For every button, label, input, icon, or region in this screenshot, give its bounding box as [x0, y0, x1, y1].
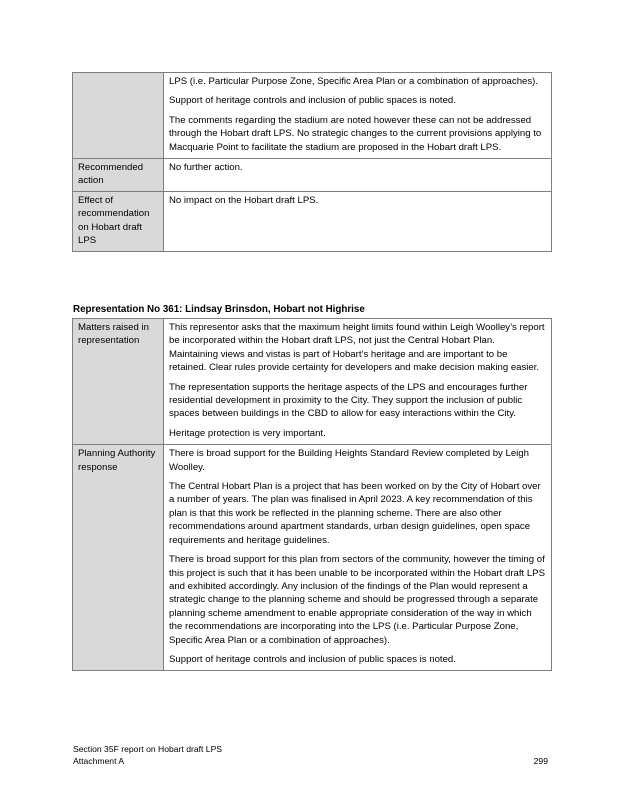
representation-table-361	[72, 318, 552, 671]
row-content-cell	[164, 159, 552, 192]
paragraph: Support of heritage controls and inclusion of public spaces is noted.	[169, 653, 456, 665]
row-label-cell: Effect of recommendation on Hobart draft LPS	[73, 191, 164, 252]
paragraph: There is broad support for the Building Heights Standard Review completed by Leigh Woolley.	[169, 448, 529, 473]
row-content-cell	[164, 73, 552, 159]
row-label-cell: Recommended action	[73, 159, 164, 192]
paragraph: There is broad support for this plan from sectors of the community, however the timing of this project is such that it has been unable to be incorporated within the Hobart draft LPS and exhibited accordingly. Any inclusion of the findings of the Plan would represent a strategic change to the planning scheme and should be progressed through a separate planning scheme amendment to enable appropriate consideration of the way in which the recommendations are incorporating into the LPS (i.e. Particular Purpose Zone, Specific Area Plan or a combination of approaches).	[169, 554, 545, 646]
table-row	[73, 73, 552, 159]
row-label-cell	[73, 73, 164, 159]
row-content-cell	[164, 191, 552, 252]
paragraph: This representor asks that the maximum height limits found within Leigh Woolley’s report be incorporated within the Hobart draft LPS, not just the Central Hobart Plan. Maintaining views and vistas is part of Hobart’s heritage and are important to be retained. Clear rules provide certainty for developers and make decision making easier.	[169, 322, 545, 374]
footer-report-title: Section 35F report on Hobart draft LPS	[73, 744, 223, 754]
row-label-cell: Matters raised in representation	[73, 319, 164, 445]
paragraph: Heritage protection is very important.	[169, 427, 326, 439]
section-heading: Representation No 361: Lindsay Brinsdon, Hobart not Highrise	[73, 304, 365, 315]
paragraph: No further action.	[169, 162, 243, 174]
paragraph: The Central Hobart Plan is a project that has been worked on by the City of Hobart over a number of years. The plan was finalised in April 2023. A key recommendation of this plan is that this work be reflected in the planning scheme. There are also other recommendations around apartment standards, urban design guidelines, open space requirements and heritage guidelines.	[169, 481, 541, 546]
table-row	[73, 445, 552, 671]
row-label-cell: Planning Authority response	[73, 445, 164, 671]
row-content-cell	[164, 319, 552, 445]
footer-attachment: Attachment A	[73, 755, 125, 766]
page-footer	[73, 744, 548, 767]
table-row	[73, 319, 552, 445]
table-row	[73, 191, 552, 252]
table-row	[73, 159, 552, 192]
page-number: 299	[533, 755, 548, 766]
paragraph: No impact on the Hobart draft LPS.	[169, 194, 319, 206]
representation-table-continued	[72, 72, 552, 252]
paragraph: The comments regarding the stadium are noted however these can not be addressed through the Hobart draft LPS. No strategic changes to the current provisions applying to Macquarie Point to facilitate the stadium are proposed in the Hobart draft LPS.	[169, 114, 542, 153]
paragraph: The representation supports the heritage aspects of the LPS and encourages further residential development in proximity to the City. They support the inclusion of public spaces between buildings in the CBD to allow for easy interactions within the City.	[169, 381, 528, 420]
paragraph: LPS (i.e. Particular Purpose Zone, Specific Area Plan or a combination of approaches).	[169, 76, 539, 87]
paragraph: Support of heritage controls and inclusion of public spaces is noted.	[169, 95, 456, 107]
row-content-cell	[164, 445, 552, 671]
